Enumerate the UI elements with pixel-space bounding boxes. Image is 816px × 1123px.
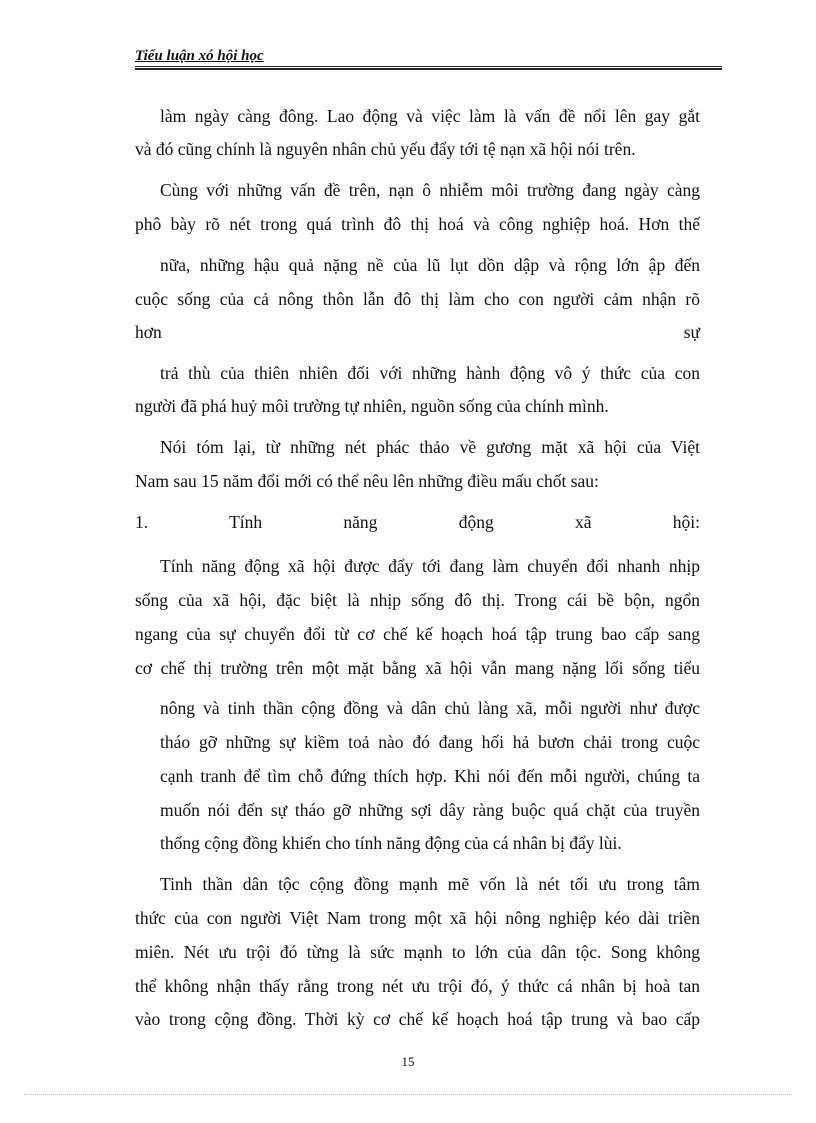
page-boundary: [24, 1094, 792, 1095]
text-line: Tinh thần dân tộc cộng đồng mạnh mẽ vốn là nét tối ưu trong tâm: [160, 874, 700, 894]
page-header: [135, 48, 722, 70]
text-line: tháo gỡ những sự kiềm toả nào đó đang hối hả bươn chải trong cuộc: [160, 732, 700, 752]
text-line: phô bày rõ nét trong quá trình đô thị hoá và công nghiệp hoá. Hơn thế: [135, 214, 700, 234]
text-line: Cùng với những vấn đề trên, nạn ô nhiễm môi trường đang ngày càng: [160, 180, 700, 200]
text-line: hơn sự: [135, 322, 700, 342]
text-line: nông và tinh thần cộng đồng và dân chủ làng xã, mỗi người như được: [160, 698, 700, 718]
page-number: 15: [401, 1054, 415, 1069]
text-line: miên. Nét ưu trội đó từng là sức mạnh to lớn của dân tộc. Song không: [135, 942, 700, 962]
text-line: và đó cũng chính là nguyên nhân chủ yếu đẩy tới tệ nạn xã hội nói trên.: [135, 139, 636, 159]
text-line: cơ chế thị trường trên một mặt bằng xã hội vẫn mang nặng lối sống tiểu: [135, 658, 700, 678]
text-line: muốn nói đến sự tháo gỡ những sợi dây ràng buộc quá chặt của truyền: [160, 800, 700, 820]
text-line: Nam sau 15 năm đổi mới có thể nêu lên những điều mấu chốt sau:: [135, 471, 599, 491]
text-line: 1. Tính năng động xã hội:: [135, 512, 700, 532]
text-line: nữa, những hậu quả nặng nề của lũ lụt dồn dập và rộng lớn ập đến: [160, 255, 700, 275]
text-line: trả thù của thiên nhiên đối với những hành động vô ý thức của con: [160, 363, 700, 383]
text-line: thống cộng đồng khiến cho tính năng động của cá nhân bị đẩy lùi.: [160, 833, 622, 853]
text-line: cạnh tranh để tìm chỗ đứng thích hợp. Khi nói đến mỗi người, chúng ta: [160, 766, 700, 786]
text-line: Nói tóm lại, từ những nét phác thảo về gương mặt xã hội của Việt: [160, 437, 700, 457]
text-line: ngang của sự chuyển đổi từ cơ chế kế hoạch hoá tập trung bao cấp sang: [135, 624, 700, 644]
text-line: thể không nhận thấy rằng trong nét ưu trội đó, ý thức cá nhân bị hoà tan: [135, 976, 700, 996]
text-line: sống của xã hội, đặc biệt là nhịp sống đô thị. Trong cái bề bộn, ngổn: [135, 590, 700, 610]
text-line: thức của con người Việt Nam trong một xã hội nông nghiệp kéo dài triền: [135, 908, 700, 928]
text-line: làm ngày càng đông. Lao động và việc làm là vấn đề nổi lên gay gắt: [160, 106, 700, 126]
text-line: người đã phá huỷ môi trường tự nhiên, nguồn sống của chính mình.: [135, 396, 609, 416]
header-rule: [135, 66, 722, 70]
text-line: cuộc sống của cả nông thôn lẫn đô thị làm cho con người cảm nhận rõ: [135, 289, 700, 309]
header-title: Tiểu luận xó hội học: [135, 48, 264, 64]
text-line: Tính năng động xã hội được đẩy tới đang làm chuyển đổi nhanh nhịp: [160, 556, 700, 576]
text-line: vào trong cộng đồng. Thời kỳ cơ chế kế hoạch hoá tập trung và bao cấp: [135, 1009, 700, 1029]
